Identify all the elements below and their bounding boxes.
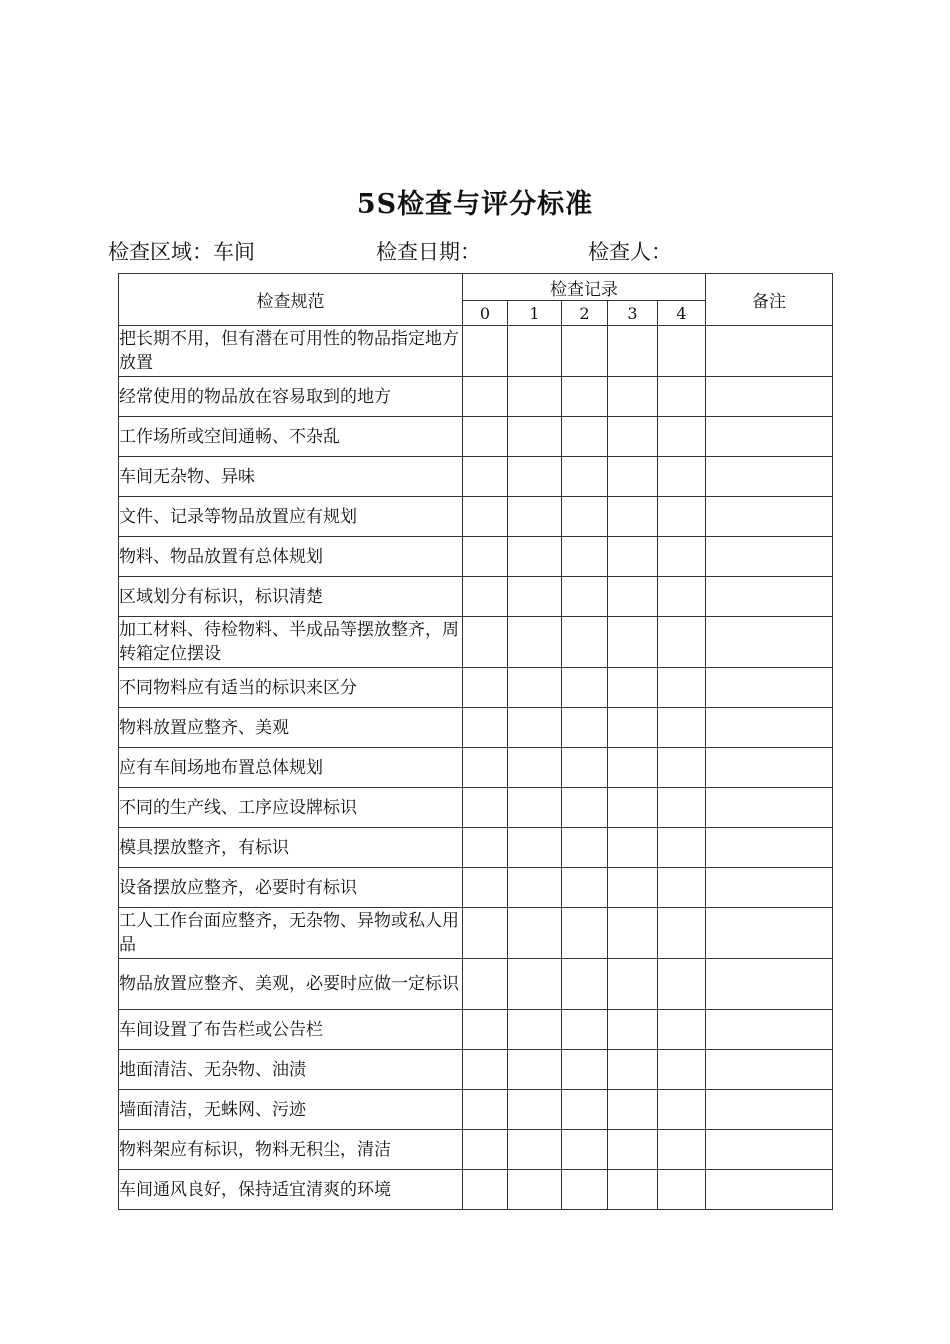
score-cell-1[interactable] xyxy=(508,748,562,788)
score-cell-4[interactable] xyxy=(658,908,706,959)
standard-item: 工人工作台面应整齐，无杂物、异物或私人用品 xyxy=(119,908,463,959)
table-row xyxy=(119,1130,833,1170)
remark-cell[interactable] xyxy=(706,748,833,788)
score-cell-3[interactable] xyxy=(608,1170,658,1210)
score-cell-0[interactable] xyxy=(463,708,508,748)
standard-item: 墙面清洁，无蛛网、污迹 xyxy=(119,1090,463,1130)
score-cell-2[interactable] xyxy=(562,1050,608,1090)
header-remark: 备注 xyxy=(706,274,833,326)
score-cell-0[interactable] xyxy=(463,959,508,1010)
score-cell-0[interactable] xyxy=(463,1130,508,1170)
inspection-date-label: 检查日期： xyxy=(376,240,481,264)
remark-cell[interactable] xyxy=(706,959,833,1010)
standard-item: 设备摆放应整齐，必要时有标识 xyxy=(119,868,463,908)
inspection-table xyxy=(118,273,833,1210)
table-row xyxy=(119,497,833,537)
score-cell-0[interactable] xyxy=(463,1010,508,1050)
score-cell-2[interactable] xyxy=(562,326,608,377)
header-record: 检查记录 xyxy=(463,274,706,301)
score-cell-0[interactable] xyxy=(463,1170,508,1210)
score-cell-3[interactable] xyxy=(608,537,658,577)
score-cell-0[interactable] xyxy=(463,377,508,417)
score-cell-0[interactable] xyxy=(463,788,508,828)
inspector-label: 检查人： xyxy=(588,240,672,264)
score-cell-2[interactable] xyxy=(562,1170,608,1210)
score-cell-0[interactable] xyxy=(463,868,508,908)
table-row xyxy=(119,828,833,868)
inspection-area-label: 检查区域：车间 xyxy=(108,240,255,264)
table-row xyxy=(119,1050,833,1090)
score-cell-2[interactable] xyxy=(562,617,608,668)
score-cell-1[interactable] xyxy=(508,868,562,908)
standard-item: 把长期不用，但有潜在可用性的物品指定地方放置 xyxy=(119,326,463,377)
score-cell-2[interactable] xyxy=(562,708,608,748)
table-row xyxy=(119,668,833,708)
remark-cell[interactable] xyxy=(706,668,833,708)
standard-item: 物料、物品放置有总体规划 xyxy=(119,537,463,577)
score-header-0: 0 xyxy=(463,301,508,326)
score-cell-1[interactable] xyxy=(508,788,562,828)
score-cell-3[interactable] xyxy=(608,868,658,908)
score-cell-4[interactable] xyxy=(658,457,706,497)
standard-item: 不同物料应有适当的标识来区分 xyxy=(119,668,463,708)
score-cell-1[interactable] xyxy=(508,577,562,617)
score-cell-3[interactable] xyxy=(608,617,658,668)
score-header-1: 1 xyxy=(508,301,562,326)
score-cell-2[interactable] xyxy=(562,417,608,457)
score-cell-1[interactable] xyxy=(508,1010,562,1050)
score-cell-2[interactable] xyxy=(562,1130,608,1170)
score-cell-3[interactable] xyxy=(608,1090,658,1130)
remark-cell[interactable] xyxy=(706,828,833,868)
table-row xyxy=(119,708,833,748)
table-row xyxy=(119,577,833,617)
score-cell-3[interactable] xyxy=(608,1010,658,1050)
table-row xyxy=(119,377,833,417)
score-cell-1[interactable] xyxy=(508,1130,562,1170)
standard-item: 地面清洁、无杂物、油渍 xyxy=(119,1050,463,1090)
remark-cell[interactable] xyxy=(706,1130,833,1170)
score-cell-3[interactable] xyxy=(608,497,658,537)
score-cell-2[interactable] xyxy=(562,577,608,617)
remark-cell[interactable] xyxy=(706,457,833,497)
standard-item: 模具摆放整齐，有标识 xyxy=(119,828,463,868)
standard-item: 经常使用的物品放在容易取到的地方 xyxy=(119,377,463,417)
score-cell-4[interactable] xyxy=(658,1130,706,1170)
table-row xyxy=(119,537,833,577)
table-row xyxy=(119,1010,833,1050)
table-row xyxy=(119,417,833,457)
score-cell-0[interactable] xyxy=(463,1090,508,1130)
remark-cell[interactable] xyxy=(706,577,833,617)
score-cell-4[interactable] xyxy=(658,668,706,708)
table-row xyxy=(119,457,833,497)
score-cell-3[interactable] xyxy=(608,1050,658,1090)
score-cell-3[interactable] xyxy=(608,377,658,417)
score-cell-3[interactable] xyxy=(608,577,658,617)
score-cell-3[interactable] xyxy=(608,668,658,708)
score-cell-4[interactable] xyxy=(658,788,706,828)
score-cell-4[interactable] xyxy=(658,1050,706,1090)
score-cell-2[interactable] xyxy=(562,788,608,828)
score-cell-4[interactable] xyxy=(658,326,706,377)
remark-cell[interactable] xyxy=(706,708,833,748)
score-cell-3[interactable] xyxy=(608,959,658,1010)
standard-item: 加工材料、待检物料、半成品等摆放整齐，周转箱定位摆设 xyxy=(119,617,463,668)
score-cell-3[interactable] xyxy=(608,417,658,457)
score-cell-0[interactable] xyxy=(463,326,508,377)
score-cell-4[interactable] xyxy=(658,959,706,1010)
score-cell-3[interactable] xyxy=(608,788,658,828)
score-cell-2[interactable] xyxy=(562,959,608,1010)
standard-item: 车间设置了布告栏或公告栏 xyxy=(119,1010,463,1050)
score-cell-2[interactable] xyxy=(562,537,608,577)
score-cell-3[interactable] xyxy=(608,457,658,497)
score-cell-2[interactable] xyxy=(562,1090,608,1130)
remark-cell[interactable] xyxy=(706,1170,833,1210)
table-row xyxy=(119,748,833,788)
score-cell-1[interactable] xyxy=(508,497,562,537)
table-row xyxy=(119,788,833,828)
remark-cell[interactable] xyxy=(706,908,833,959)
score-cell-0[interactable] xyxy=(463,497,508,537)
score-cell-0[interactable] xyxy=(463,748,508,788)
score-cell-2[interactable] xyxy=(562,457,608,497)
table-row xyxy=(119,908,833,959)
score-cell-2[interactable] xyxy=(562,908,608,959)
score-cell-3[interactable] xyxy=(608,1130,658,1170)
score-header-3: 3 xyxy=(608,301,658,326)
score-cell-4[interactable] xyxy=(658,1170,706,1210)
score-header-4: 4 xyxy=(658,301,706,326)
score-cell-3[interactable] xyxy=(608,908,658,959)
score-cell-4[interactable] xyxy=(658,377,706,417)
score-cell-1[interactable] xyxy=(508,668,562,708)
score-cell-2[interactable] xyxy=(562,1010,608,1050)
table-row xyxy=(119,1090,833,1130)
remark-cell[interactable] xyxy=(706,537,833,577)
score-cell-1[interactable] xyxy=(508,828,562,868)
standard-item: 车间通风良好，保持适宜清爽的环境 xyxy=(119,1170,463,1210)
score-cell-1[interactable] xyxy=(508,417,562,457)
score-header-2: 2 xyxy=(562,301,608,326)
score-cell-4[interactable] xyxy=(658,577,706,617)
remark-cell[interactable] xyxy=(706,1050,833,1090)
score-cell-1[interactable] xyxy=(508,708,562,748)
score-cell-3[interactable] xyxy=(608,708,658,748)
score-cell-2[interactable] xyxy=(562,497,608,537)
score-cell-3[interactable] xyxy=(608,326,658,377)
score-cell-1[interactable] xyxy=(508,537,562,577)
remark-cell[interactable] xyxy=(706,1010,833,1050)
score-cell-0[interactable] xyxy=(463,537,508,577)
score-cell-1[interactable] xyxy=(508,908,562,959)
remark-cell[interactable] xyxy=(706,1090,833,1130)
score-cell-0[interactable] xyxy=(463,828,508,868)
page-title: 5S检查与评分标准 xyxy=(356,189,594,220)
score-cell-2[interactable] xyxy=(562,828,608,868)
standard-item: 物品放置应整齐、美观，必要时应做一定标识 xyxy=(119,959,463,1010)
table-row xyxy=(119,326,833,377)
score-cell-4[interactable] xyxy=(658,828,706,868)
score-cell-0[interactable] xyxy=(463,908,508,959)
score-cell-2[interactable] xyxy=(562,748,608,788)
remark-cell[interactable] xyxy=(706,497,833,537)
score-cell-2[interactable] xyxy=(562,377,608,417)
score-cell-4[interactable] xyxy=(658,748,706,788)
score-cell-4[interactable] xyxy=(658,417,706,457)
table-row xyxy=(119,959,833,1010)
score-cell-4[interactable] xyxy=(658,537,706,577)
standard-item: 物料放置应整齐、美观 xyxy=(119,708,463,748)
score-cell-3[interactable] xyxy=(608,828,658,868)
score-cell-0[interactable] xyxy=(463,577,508,617)
standard-item: 车间无杂物、异味 xyxy=(119,457,463,497)
score-cell-0[interactable] xyxy=(463,457,508,497)
score-cell-4[interactable] xyxy=(658,617,706,668)
score-cell-2[interactable] xyxy=(562,668,608,708)
remark-cell[interactable] xyxy=(706,326,833,377)
header-standard: 检查规范 xyxy=(119,274,463,326)
score-cell-1[interactable] xyxy=(508,1090,562,1130)
score-cell-1[interactable] xyxy=(508,1170,562,1210)
score-cell-0[interactable] xyxy=(463,1050,508,1090)
standard-item: 物料架应有标识，物料无积尘，清洁 xyxy=(119,1130,463,1170)
score-cell-4[interactable] xyxy=(658,497,706,537)
standard-item: 区域划分有标识，标识清楚 xyxy=(119,577,463,617)
standard-item: 文件、记录等物品放置应有规划 xyxy=(119,497,463,537)
score-cell-3[interactable] xyxy=(608,748,658,788)
score-cell-0[interactable] xyxy=(463,417,508,457)
score-cell-1[interactable] xyxy=(508,959,562,1010)
score-cell-1[interactable] xyxy=(508,326,562,377)
table-row xyxy=(119,617,833,668)
score-cell-4[interactable] xyxy=(658,1090,706,1130)
score-cell-0[interactable] xyxy=(463,668,508,708)
score-cell-4[interactable] xyxy=(658,1010,706,1050)
score-cell-4[interactable] xyxy=(658,868,706,908)
table-row xyxy=(119,868,833,908)
remark-cell[interactable] xyxy=(706,617,833,668)
score-cell-2[interactable] xyxy=(562,868,608,908)
score-cell-0[interactable] xyxy=(463,617,508,668)
table-row xyxy=(119,1170,833,1210)
remark-cell[interactable] xyxy=(706,788,833,828)
remark-cell[interactable] xyxy=(706,868,833,908)
standard-item: 工作场所或空间通畅、不杂乱 xyxy=(119,417,463,457)
score-cell-1[interactable] xyxy=(508,1050,562,1090)
remark-cell[interactable] xyxy=(706,417,833,457)
score-cell-1[interactable] xyxy=(508,377,562,417)
remark-cell[interactable] xyxy=(706,377,833,417)
standard-item: 应有车间场地布置总体规划 xyxy=(119,748,463,788)
standard-item: 不同的生产线、工序应设牌标识 xyxy=(119,788,463,828)
score-cell-1[interactable] xyxy=(508,617,562,668)
score-cell-1[interactable] xyxy=(508,457,562,497)
score-cell-4[interactable] xyxy=(658,708,706,748)
